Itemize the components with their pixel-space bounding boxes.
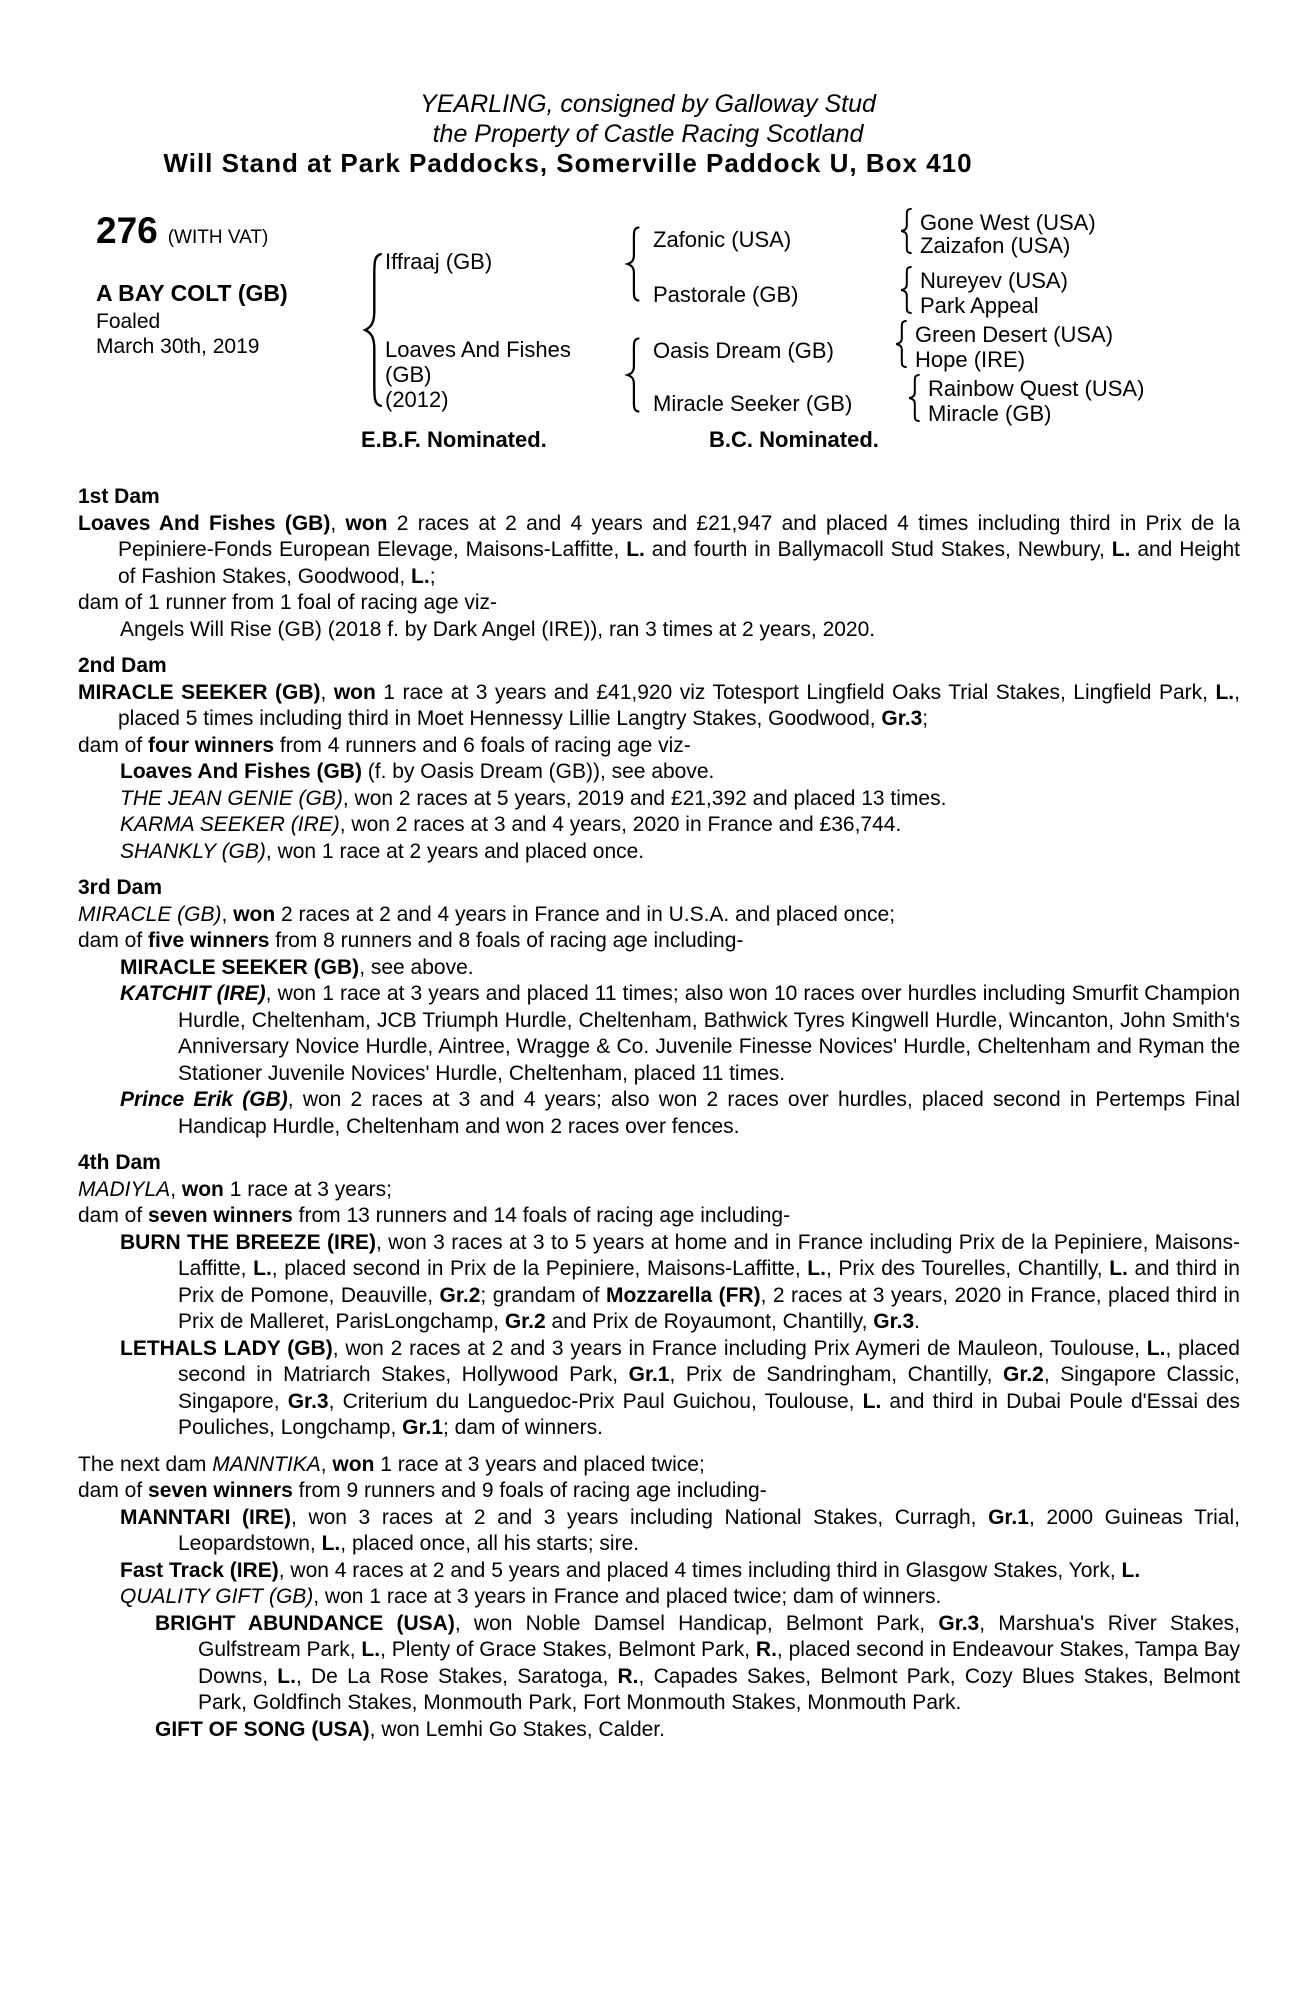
pedigree-paragraph <box>78 1558 1240 1585</box>
dam-section <box>78 484 1240 643</box>
pedigree-paragraph <box>78 1505 1240 1558</box>
text-run: and third in Prix de Pomone, Deauville, <box>178 1257 1240 1307</box>
text-run: Gr.3 <box>873 1310 915 1333</box>
pedigree-paragraph <box>78 511 1240 591</box>
text-run: MIRACLE SEEKER (GB) <box>120 955 360 979</box>
text-run: , won 3 races at 3 to 5 years at home and in France including Prix de la Pepiniere, Maisons-Laffitte, <box>178 1230 1240 1280</box>
text-run: QUALITY GIFT (GB) <box>120 1585 314 1608</box>
text-run: Gr.3 <box>287 1389 329 1413</box>
text-run: L. <box>1111 538 1131 561</box>
text-run: , Plenty of Grace Stakes, Belmont Park, <box>380 1638 756 1661</box>
text-run: Gr.1 <box>988 1505 1029 1529</box>
text-run: , 2 races at 3 years, 2020 in France, placed third in Prix de Malleret, ParisLongchamp, <box>178 1283 1240 1333</box>
text-run: MIRACLE SEEKER (GB) <box>78 680 321 704</box>
text-run: Gr.1 <box>628 1363 670 1386</box>
text-run: , <box>320 1452 333 1476</box>
text-run: , won 3 races at 2 and 3 years including National Stakes, Curragh, <box>291 1505 989 1529</box>
text-run: KATCHIT (IRE) <box>120 982 266 1005</box>
text-run: ; <box>922 707 929 730</box>
pedigree-brace-sire-dam <box>898 266 914 314</box>
text-run: Gr.3 <box>938 1611 980 1635</box>
text-run: MIRACLE (GB) <box>78 902 222 926</box>
text-run: MADIYLA <box>78 1177 171 1201</box>
text-run: R. <box>617 1664 639 1688</box>
text-run: THE JEAN GENIE (GB) <box>120 786 343 810</box>
pedigree-dam-dam-dam: Miracle (GB) <box>928 401 1052 426</box>
pedigree-sire-dam: Pastorale (GB) <box>653 282 799 307</box>
pedigree-sire-dam-sire: Nureyev (USA) <box>920 268 1068 293</box>
foaled-date: March 30th, 2019 <box>96 335 260 358</box>
text-run: , won 1 race at 3 years and placed 11 times; also won 10 races over hurdles including Smurfit Champion Hurdle, Cheltenham, JCB Triumph Hurdle, Cheltenham, Bathwick Tyres Kingwell Hurdle, Wincanton, John Smith's Anniversary Novice Hurdle, Aintree, Wragge & Co. Juvenile Finesse Novices' Hurdle, Cheltenham and Ryman the Stationer Juvenile Novices' Hurdle, Cheltenham, placed 11 times. <box>178 982 1240 1085</box>
text-run: dam of <box>78 733 149 757</box>
text-run: Loaves And Fishes (GB) <box>78 511 331 535</box>
text-run: won <box>233 902 276 926</box>
pedigree-brace-dam-dam <box>906 374 922 422</box>
text-run: , placed second in Endeavour Stakes, Tampa Bay Downs, <box>198 1638 1240 1688</box>
pedigree-paragraph <box>78 1717 1240 1744</box>
text-run: Gr.1 <box>402 1416 444 1439</box>
text-run: from 13 runners and 14 foals of racing age including- <box>292 1204 791 1227</box>
pedigree-sire-sire-sire: Gone West (USA) <box>920 210 1096 235</box>
text-run: seven winners <box>148 1204 293 1227</box>
text-run: L. <box>1109 1257 1128 1280</box>
pedigree-paragraph <box>78 839 1240 866</box>
text-run: and third in Dubai Poule d'Essai des Pouliches, Longchamp, <box>178 1389 1240 1439</box>
consignor-line: YEARLING, consigned by Galloway Stud <box>420 90 876 118</box>
text-run: 2 races at 2 and 4 years and £21,947 and placed 4 times including third in Prix de la Pepiniere-Fonds European Elevage, Maisons-Laffitte, <box>118 511 1241 561</box>
dam-section <box>78 875 1240 1140</box>
text-run: SHANKLY (GB) <box>120 839 266 863</box>
text-run: , <box>330 511 346 535</box>
pedigree-paragraph <box>78 680 1240 733</box>
text-run: L. <box>626 538 645 561</box>
pedigree-paragraph <box>78 1230 1240 1336</box>
pedigree-paragraph <box>78 955 1240 982</box>
pedigree-dam-line1: Loaves And Fishes <box>385 337 571 362</box>
text-run: . <box>914 1310 921 1333</box>
pedigree-paragraph <box>78 590 1240 617</box>
text-run: , placed once, all his starts; sire. <box>340 1532 640 1555</box>
pedigree-sire-sire: Zafonic (USA) <box>653 227 792 252</box>
text-run: 2 races at 2 and 4 years in France and in U.S.A. and placed once; <box>275 902 896 926</box>
pedigree-dam <box>385 337 571 412</box>
pedigree-paragraph <box>78 617 1240 644</box>
lot-header <box>96 212 268 249</box>
pedigree-paragraph <box>78 1177 1240 1204</box>
text-run: , <box>221 902 234 926</box>
text-run: , Prix de Sandringham, Chantilly, <box>669 1363 1003 1386</box>
pedigree-dam-sire: Oasis Dream (GB) <box>653 338 834 363</box>
ebf-nominated-label: E.B.F. Nominated. <box>361 427 547 452</box>
pedigree-paragraph <box>78 1611 1240 1717</box>
text-run: , won 1 race at 3 years in France and placed twice; dam of winners. <box>313 1585 942 1608</box>
text-run: L. <box>1215 680 1235 704</box>
dam-section <box>78 653 1240 865</box>
pedigree-sire-sire-dam: Zaizafon (USA) <box>920 233 1071 258</box>
property-line: the Property of Castle Racing Scotland <box>432 120 864 148</box>
text-run: , won 2 races at 3 and 4 years, 2020 in France and £36,744. <box>339 813 902 836</box>
text-run: L. <box>1121 1558 1141 1582</box>
text-run: seven winners <box>148 1479 293 1502</box>
text-run: , placed 5 times including third in Moet Hennessy Lillie Langtry Stakes, Goodwood, <box>118 680 1240 730</box>
pedigree-paragraph <box>78 812 1240 839</box>
text-run: ; <box>429 564 436 588</box>
text-run: Mozzarella (FR) <box>605 1283 761 1307</box>
text-run: , Prix des Tourelles, Chantilly, <box>825 1257 1110 1280</box>
dam-section <box>78 1452 1240 1744</box>
pedigree-paragraph <box>78 1452 1240 1479</box>
pedigree-paragraph <box>78 733 1240 760</box>
stabling-location-line: Will Stand at Park Paddocks, Somerville Paddock U, Box 410 <box>163 148 973 178</box>
pedigree-paragraph <box>78 928 1240 955</box>
text-run: , Capades Sakes, Belmont Park, Cozy Blues Stakes, Belmont Park, Goldfinch Stakes, Monmouth Park, Fort Monmouth Stakes, Monmouth Park. <box>198 1664 1240 1714</box>
pedigree-dam-dam-sire: Rainbow Quest (USA) <box>928 376 1145 401</box>
section-heading: 1st Dam <box>78 485 160 508</box>
text-run: L. <box>277 1664 296 1688</box>
pedigree-paragraph <box>78 1584 1240 1611</box>
text-run: four winners <box>148 733 275 757</box>
text-run: , De La Rose Stakes, Saratoga, <box>295 1664 618 1688</box>
text-run: won <box>333 680 376 704</box>
pedigree-brace-dam-sire <box>893 320 909 368</box>
pedigree-sire: Iffraaj (GB) <box>385 249 493 274</box>
text-run: L. <box>1146 1336 1166 1360</box>
pedigree-brace-sire <box>624 226 642 302</box>
section-heading: 2nd Dam <box>78 654 167 677</box>
text-run: (f. by Oasis Dream (GB)), see above. <box>361 760 715 783</box>
text-run: L. <box>253 1257 272 1280</box>
pedigree-paragraph <box>78 981 1240 1087</box>
text-run: , won Noble Damsel Handicap, Belmont Park, <box>454 1611 939 1635</box>
text-run: and fourth in Ballymacoll Stud Stakes, Newbury, <box>644 538 1112 561</box>
text-run: , placed second in Prix de la Pepiniere, Maisons-Laffitte, <box>271 1257 808 1280</box>
pedigree-paragraph <box>78 759 1240 786</box>
bc-nominated-label: B.C. Nominated. <box>709 427 879 452</box>
text-run: dam of <box>78 1204 149 1227</box>
text-run: from 4 runners and 6 foals of racing age viz- <box>274 733 691 757</box>
text-run: and Prix de Royaumont, Chantilly, <box>545 1310 874 1333</box>
horse-description: A BAY COLT (GB) <box>96 280 288 306</box>
text-run: Loaves And Fishes (GB) <box>120 760 362 783</box>
text-run: ; dam of winners. <box>443 1416 603 1439</box>
pedigree-paragraph <box>78 902 1240 929</box>
text-run: BURN THE BREEZE (IRE) <box>120 1230 377 1254</box>
pedigree-sire-dam-dam: Park Appeal <box>920 293 1039 318</box>
text-run: MANNTARI (IRE) <box>120 1505 292 1529</box>
lot-number: 276 <box>96 210 158 251</box>
text-run: won <box>181 1177 224 1201</box>
text-run: , Criterium du Languedoc-Prix Paul Guichou, Toulouse, <box>328 1389 863 1413</box>
pedigree-brace-main <box>360 251 386 409</box>
text-run: Angels Will Rise (GB) (2018 f. by Dark Angel (IRE)), ran 3 times at 2 years, 2020. <box>120 617 876 641</box>
pedigree-brace-sire-sire <box>898 208 914 254</box>
text-run: 1 race at 3 years and placed twice; <box>374 1452 705 1476</box>
pedigree-dam-sire-sire: Green Desert (USA) <box>915 322 1114 347</box>
foaled-label: Foaled <box>96 310 161 333</box>
text-run: , won 1 race at 2 years and placed once. <box>265 839 645 863</box>
text-run: , see above. <box>359 955 474 979</box>
text-run: dam of <box>78 929 149 952</box>
text-run: , 2000 Guineas Trial, Leopardstown, <box>178 1505 1240 1555</box>
text-run: , won Lemhi Go Stakes, Calder. <box>369 1717 665 1741</box>
text-run: won <box>332 1452 375 1476</box>
section-heading: 4th Dam <box>78 1151 161 1174</box>
text-run: dam of 1 runner from 1 foal of racing age viz- <box>78 591 498 614</box>
text-run: R. <box>755 1638 777 1661</box>
text-run: L. <box>321 1532 341 1555</box>
text-run: BRIGHT ABUNDANCE (USA) <box>155 1611 455 1635</box>
text-run: ; grandam of <box>480 1283 606 1307</box>
text-run: , Singapore Classic, Singapore, <box>178 1363 1240 1413</box>
text-run: won <box>345 511 388 535</box>
text-run: L. <box>411 564 430 588</box>
text-run: Gr.2 <box>439 1283 481 1307</box>
text-run: dam of <box>78 1479 149 1502</box>
vat-note: (WITH VAT) <box>167 227 269 248</box>
text-run: L. <box>862 1389 882 1413</box>
text-run: , won 4 races at 2 and 5 years and placed 4 times including third in Glasgow Stakes, York, <box>278 1558 1122 1582</box>
text-run: The next dam <box>78 1452 213 1476</box>
text-run: five winners <box>148 929 270 952</box>
text-run: from 9 runners and 9 foals of racing age including- <box>292 1479 767 1502</box>
text-run: 1 race at 3 years; <box>223 1177 392 1201</box>
text-run: Prince Erik (GB) <box>120 1088 288 1111</box>
section-heading: 3rd Dam <box>78 876 163 899</box>
pedigree-paragraph <box>78 786 1240 813</box>
text-run: KARMA SEEKER (IRE) <box>120 813 340 836</box>
text-run: , won 2 races at 2 and 3 years in France including Prix Aymeri de Mauleon, Toulouse, <box>332 1336 1147 1360</box>
pedigree-dam-line3: (2012) <box>385 387 449 412</box>
dam-section <box>78 1150 1240 1442</box>
text-run: and Height of Fashion Stakes, Goodwood, <box>118 538 1240 588</box>
pedigree-text-sections <box>78 484 1240 1743</box>
text-run: Fast Track (IRE) <box>120 1558 279 1582</box>
pedigree-brace-dam <box>624 337 642 413</box>
text-run: Gr.2 <box>1003 1363 1044 1386</box>
text-run: MANNTIKA <box>212 1452 321 1476</box>
pedigree-paragraph <box>78 1087 1240 1140</box>
text-run: L. <box>807 1257 826 1280</box>
text-run: , won 2 races at 5 years, 2019 and £21,392 and placed 13 times. <box>342 786 947 810</box>
text-run: , <box>170 1177 182 1201</box>
text-run: , Marshua's River Stakes, Gulfstream Park, <box>198 1611 1240 1661</box>
text-run: , placed second in Matriarch Stakes, Hollywood Park, <box>178 1336 1240 1386</box>
text-run: LETHALS LADY (GB) <box>120 1336 333 1360</box>
text-run: from 8 runners and 8 foals of racing age including- <box>269 929 744 952</box>
text-run: Gr.3 <box>881 707 923 730</box>
pedigree-paragraph <box>78 1478 1240 1505</box>
text-run: Gr.2 <box>504 1310 546 1333</box>
text-run: GIFT OF SONG (USA) <box>155 1717 370 1741</box>
text-run: L. <box>361 1638 381 1661</box>
text-run: , <box>320 680 334 704</box>
pedigree-dam-line2: (GB) <box>385 362 432 387</box>
pedigree-dam-sire-dam: Hope (IRE) <box>915 347 1026 372</box>
pedigree-dam-dam: Miracle Seeker (GB) <box>653 391 853 416</box>
pedigree-paragraph <box>78 1336 1240 1442</box>
text-run: , won 2 races at 3 and 4 years; also won 2 races over hurdles, placed second in Pertemps Final Handicap Hurdle, Cheltenham and won 2 races over fences. <box>178 1088 1240 1138</box>
text-run: 1 race at 3 years and £41,920 viz Totesport Lingfield Oaks Trial Stakes, Lingfield Park, <box>375 680 1216 704</box>
pedigree-paragraph <box>78 1203 1240 1230</box>
